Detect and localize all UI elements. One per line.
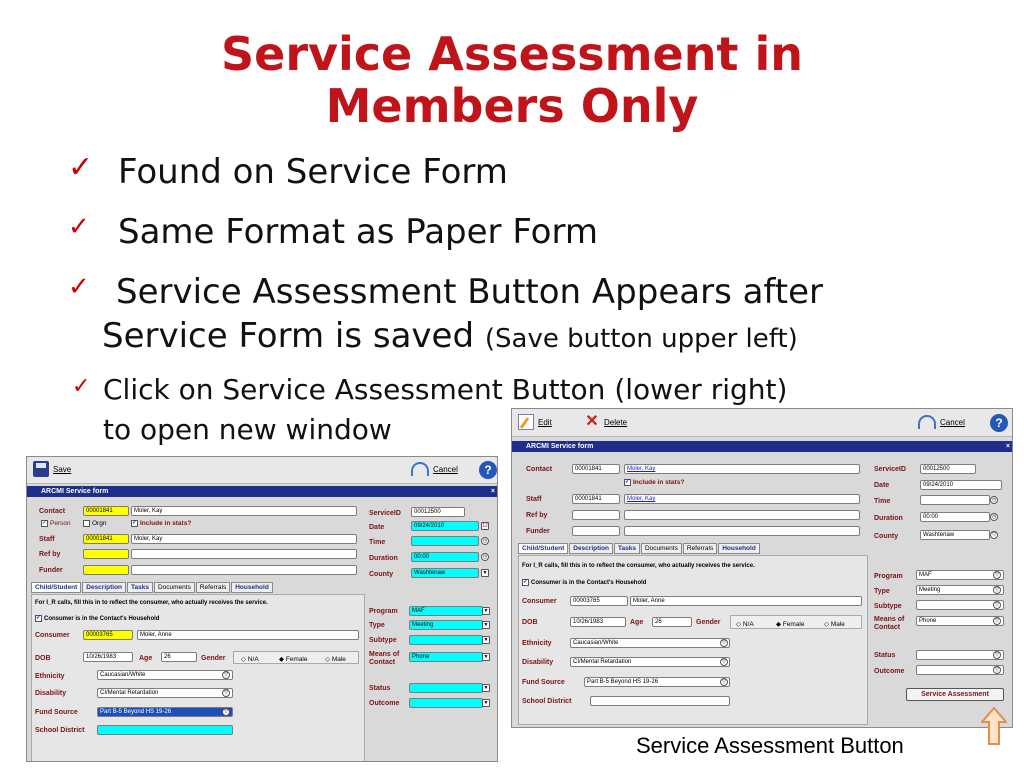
clock-icon[interactable]: ◷ <box>482 538 488 544</box>
duration-field: 00:00 <box>920 512 990 522</box>
tab-documents[interactable]: Documents <box>641 543 682 554</box>
chevron-down-icon[interactable]: ▽ <box>993 651 1001 659</box>
delete-button[interactable] <box>584 414 627 430</box>
ref-by-label: Ref by <box>526 512 548 519</box>
cancel-icon <box>411 462 429 476</box>
service-id-field: 00012500 <box>920 464 976 474</box>
funder-label: Funder <box>526 528 550 535</box>
left-tabs <box>31 582 274 593</box>
ethnicity-field: Caucasian/White <box>570 638 730 648</box>
age-field: 26 <box>652 617 692 627</box>
outcome-field[interactable] <box>409 698 483 708</box>
county-field: Washtenaw <box>920 530 990 540</box>
staff-label: Staff <box>39 536 55 543</box>
chevron-down-icon[interactable]: ▽ <box>990 531 998 539</box>
save-button[interactable] <box>33 461 71 477</box>
orgn-checkbox[interactable]: Orgn <box>83 520 106 527</box>
notice-text: For I_R calls, fill this in to reflect the consumer, who actually receives the service. <box>522 563 755 569</box>
staff-id-field[interactable]: 00001841 <box>83 534 129 544</box>
include-stats-checkbox[interactable]: ✓ Include in stats? <box>132 520 192 528</box>
bullet-1: Found on Service Form <box>118 152 508 192</box>
ethnicity-label: Ethnicity <box>522 640 552 647</box>
check-icon: ✓ <box>68 150 94 185</box>
contact-label: Contact <box>526 466 553 473</box>
chevron-down-icon[interactable]: ▽ <box>720 678 728 686</box>
disability-field[interactable]: CI/Mental Retardation <box>97 688 233 698</box>
gender-female-radio[interactable]: ◆ Female <box>776 621 805 628</box>
notice-text: For I_R calls, fill this in to reflect the consumer, who actually receives the service. <box>35 600 268 606</box>
tab-household[interactable]: Household <box>231 582 273 593</box>
chevron-down-icon[interactable]: ▼ <box>483 608 489 614</box>
consumer-name-field[interactable]: Moler, Anne <box>137 630 359 640</box>
time-label: Time <box>369 539 386 546</box>
chevron-down-icon[interactable]: ▼ <box>483 700 489 706</box>
chevron-down-icon[interactable]: ▼ <box>483 622 489 628</box>
calendar-icon[interactable]: 12 <box>482 523 488 529</box>
age-label: Age <box>139 655 153 662</box>
right-tabs <box>518 543 761 554</box>
chevron-down-icon[interactable]: ▼ <box>483 654 489 660</box>
chevron-down-icon[interactable]: ▽ <box>993 571 1001 579</box>
ethnicity-field[interactable]: Caucasian/White <box>97 670 233 680</box>
save-icon <box>33 461 49 477</box>
consumer-id-field: 00003765 <box>570 596 628 606</box>
edit-button[interactable] <box>518 414 552 430</box>
ref-by-label: Ref by <box>39 551 61 558</box>
program-label: Program <box>369 608 398 615</box>
school-district-label: School District <box>522 698 572 705</box>
contact-label: Contact <box>39 508 66 515</box>
gender-male-radio[interactable]: ◇ Male <box>824 621 845 628</box>
subtype-label: Subtype <box>874 603 902 610</box>
ref-by-name-field[interactable] <box>131 549 357 559</box>
edit-icon <box>518 414 534 430</box>
consumer-id-field[interactable]: 00003765 <box>83 630 133 640</box>
type-label: Type <box>369 622 385 629</box>
funder-id-field[interactable] <box>83 565 129 575</box>
consumer-household-checkbox[interactable]: ✓ Consumer is in the Contact's Household <box>36 615 160 623</box>
caption: Service Assessment Button <box>636 733 904 758</box>
gender-na-radio[interactable]: ◇ N/A <box>241 656 259 663</box>
staff-name-field[interactable]: Moler, Kay <box>131 534 357 544</box>
chevron-down-icon[interactable]: ▽ <box>720 639 728 647</box>
time-label: Time <box>874 498 891 505</box>
date-field: 09/24/2010 <box>920 480 1002 490</box>
check-icon: ✓ <box>68 272 90 302</box>
title-line-1: Service Assessment in <box>221 27 803 81</box>
title-line-2: Members Only <box>325 79 699 133</box>
funder-name-field[interactable] <box>131 565 357 575</box>
contact-name-link[interactable]: Moler, Kay <box>624 464 860 474</box>
ref-by-id-field[interactable] <box>83 549 129 559</box>
service-id-label: ServiceID <box>874 466 906 473</box>
fund-source-field[interactable]: Part B-5 Beyond HS 19-26 <box>97 707 233 717</box>
outcome-label: Outcome <box>874 668 905 675</box>
bullet-3-note: (Save button upper left) <box>484 324 798 354</box>
consumer-label: Consumer <box>35 632 70 639</box>
type-field[interactable]: Meeting <box>409 620 483 630</box>
gender-na-radio[interactable]: ◇ N/A <box>736 621 754 628</box>
chevron-down-icon[interactable]: ▽ <box>993 601 1001 609</box>
tab-referrals[interactable]: Referrals <box>196 582 230 593</box>
status-field <box>916 650 1004 660</box>
bullet-3 <box>104 270 984 361</box>
chevron-down-icon[interactable]: ▽ <box>993 617 1001 625</box>
include-stats-checkbox[interactable]: ✓ Include in stats? <box>625 479 685 487</box>
age-field: 26 <box>161 652 197 662</box>
consumer-label: Consumer <box>522 598 557 605</box>
means-label-1: Means of <box>874 616 905 623</box>
delete-label: Delete <box>604 417 628 427</box>
gender-label: Gender <box>696 619 721 626</box>
tab-documents[interactable]: Documents <box>154 582 195 593</box>
person-checkbox[interactable]: ✓ Person <box>42 520 71 528</box>
staff-id-field: 00001841 <box>572 494 620 504</box>
time-field[interactable] <box>411 536 479 546</box>
service-id-field: 00012500 <box>411 507 465 517</box>
left-window-titlebar <box>27 486 497 497</box>
fund-source-label: Fund Source <box>35 709 78 716</box>
tab-referrals[interactable]: Referrals <box>683 543 717 554</box>
clock-icon[interactable]: ◷ <box>482 554 488 560</box>
county-label: County <box>874 533 899 540</box>
tab-child-student[interactable]: Child/Student <box>31 582 81 593</box>
chevron-down-icon[interactable]: ▽ <box>222 671 230 679</box>
fund-source-label: Fund Source <box>522 679 565 686</box>
duration-label: Duration <box>369 555 398 562</box>
bullet-4-line1: Click on Service Assessment Button (lower right) <box>103 373 788 406</box>
funder-id-field <box>572 526 620 536</box>
gender-label: Gender <box>201 655 226 662</box>
school-district-field[interactable] <box>97 725 233 735</box>
county-field[interactable]: Washtenaw <box>411 568 479 578</box>
clock-icon[interactable]: ◷ <box>991 514 997 520</box>
close-icon[interactable]: × <box>490 488 495 495</box>
tab-tasks[interactable]: Tasks <box>127 582 153 593</box>
consumer-household-checkbox[interactable]: ✓ Consumer is in the Contact's Household <box>523 579 647 587</box>
program-field: MAF <box>916 570 1004 580</box>
staff-label: Staff <box>526 496 542 503</box>
left-service-form-window <box>26 456 498 762</box>
tab-description[interactable]: Description <box>82 582 126 593</box>
service-id-label: ServiceID <box>369 510 401 517</box>
slide-title <box>0 28 1024 132</box>
subtype-field[interactable] <box>409 635 483 645</box>
window-title: ARCMI Service form <box>41 488 109 495</box>
dob-label: DOB <box>35 655 51 662</box>
disability-label: Disability <box>522 659 554 666</box>
check-icon: ✓ <box>72 374 91 399</box>
dob-label: DOB <box>522 619 538 626</box>
left-toolbar <box>27 457 497 484</box>
date-field[interactable]: 09/24/2010 <box>411 521 479 531</box>
date-label: Date <box>369 524 385 531</box>
bullet-4-line2: to open new window <box>103 413 392 446</box>
bullet-3-line1: Service Assessment Button Appears after <box>116 272 824 312</box>
chevron-down-icon[interactable]: ▽ <box>720 658 728 666</box>
ref-by-id-field <box>572 510 620 520</box>
means-label-2: Contact <box>874 624 901 631</box>
contact-name-field[interactable]: Moler, Kay <box>131 506 357 516</box>
duration-field[interactable]: 00:00 <box>411 552 479 562</box>
duration-label: Duration <box>874 515 903 522</box>
program-field[interactable]: MAF <box>409 606 483 616</box>
dob-field[interactable]: 10/26/1983 <box>83 652 133 662</box>
bullet-3-text: Service Form is saved <box>102 316 475 356</box>
check-icon: ✓ <box>68 212 90 242</box>
cancel-icon <box>918 415 936 429</box>
chevron-down-icon[interactable]: ▽ <box>993 666 1001 674</box>
gender-female-radio[interactable]: ◆ Female <box>279 656 308 663</box>
right-toolbar <box>512 409 1012 437</box>
tab-description[interactable]: Description <box>569 543 613 554</box>
cancel-label: Cancel <box>433 464 458 474</box>
delete-icon: ✕ <box>585 413 599 430</box>
disability-label: Disability <box>35 690 67 697</box>
means-label-1: Means of <box>369 651 400 658</box>
help-icon[interactable]: ? <box>990 414 1008 432</box>
chevron-down-icon[interactable]: ▽ <box>993 586 1001 594</box>
outcome-field <box>916 665 1004 675</box>
status-label: Status <box>874 652 896 659</box>
program-label: Program <box>874 573 903 580</box>
school-district-label: School District <box>35 727 85 734</box>
type-label: Type <box>874 588 890 595</box>
outcome-label: Outcome <box>369 700 400 707</box>
type-field: Meeting <box>916 585 1004 595</box>
cancel-label: Cancel <box>940 417 965 427</box>
subtype-label: Subtype <box>369 637 397 644</box>
gender-male-radio[interactable]: ◇ Male <box>325 656 346 663</box>
clock-icon[interactable]: ◷ <box>991 497 997 503</box>
cancel-button[interactable] <box>918 415 965 429</box>
right-service-form-window <box>511 408 1013 728</box>
funder-name-field <box>624 526 860 536</box>
tab-child-student[interactable]: Child/Student <box>518 543 568 554</box>
staff-name-link[interactable]: Moler, Kay <box>624 494 860 504</box>
time-field <box>920 495 990 505</box>
right-window-titlebar <box>512 441 1012 452</box>
funder-label: Funder <box>39 567 63 574</box>
status-label: Status <box>369 685 391 692</box>
contact-id-field: 00001841 <box>572 464 620 474</box>
fund-source-field: Part B-5 Beyond HS 19-26 <box>584 677 730 687</box>
county-label: County <box>369 571 394 578</box>
help-icon[interactable]: ? <box>479 461 497 479</box>
service-assessment-button[interactable]: Service Assessment <box>906 688 1004 701</box>
ethnicity-label: Ethnicity <box>35 673 65 680</box>
ref-by-name-field <box>624 510 860 520</box>
chevron-down-icon[interactable]: ▽ <box>222 689 230 697</box>
up-arrow-icon <box>981 707 1007 745</box>
chevron-down-icon[interactable]: ▼ <box>483 637 489 643</box>
window-title: ARCMI Service form <box>526 443 594 450</box>
status-field[interactable] <box>409 683 483 693</box>
means-of-contact-field[interactable]: Phone <box>409 652 483 662</box>
school-district-field <box>590 696 730 706</box>
subtype-field <box>916 600 1004 610</box>
chevron-down-icon[interactable]: ▼ <box>483 685 489 691</box>
disability-field: CI/Mental Retardation <box>570 657 730 667</box>
means-label-2: Contact <box>369 659 396 666</box>
bullet-3-line2 <box>102 314 984 361</box>
bullet-2: Same Format as Paper Form <box>118 212 598 252</box>
cancel-button[interactable] <box>411 462 458 476</box>
means-of-contact-field: Phone <box>916 616 1004 626</box>
edit-label: Edit <box>538 417 552 427</box>
age-label: Age <box>630 619 644 626</box>
dob-field: 10/26/1983 <box>570 617 626 627</box>
tab-tasks[interactable]: Tasks <box>614 543 640 554</box>
save-label: Save <box>53 464 72 474</box>
chevron-down-icon[interactable]: ▼ <box>482 570 488 576</box>
close-icon[interactable]: × <box>1005 443 1010 450</box>
chevron-down-icon[interactable]: ▽ <box>222 708 230 716</box>
consumer-name-field: Moler, Anne <box>630 596 862 606</box>
tab-household[interactable]: Household <box>718 543 760 554</box>
contact-id-field[interactable]: 00001841 <box>83 506 129 516</box>
date-label: Date <box>874 482 890 489</box>
